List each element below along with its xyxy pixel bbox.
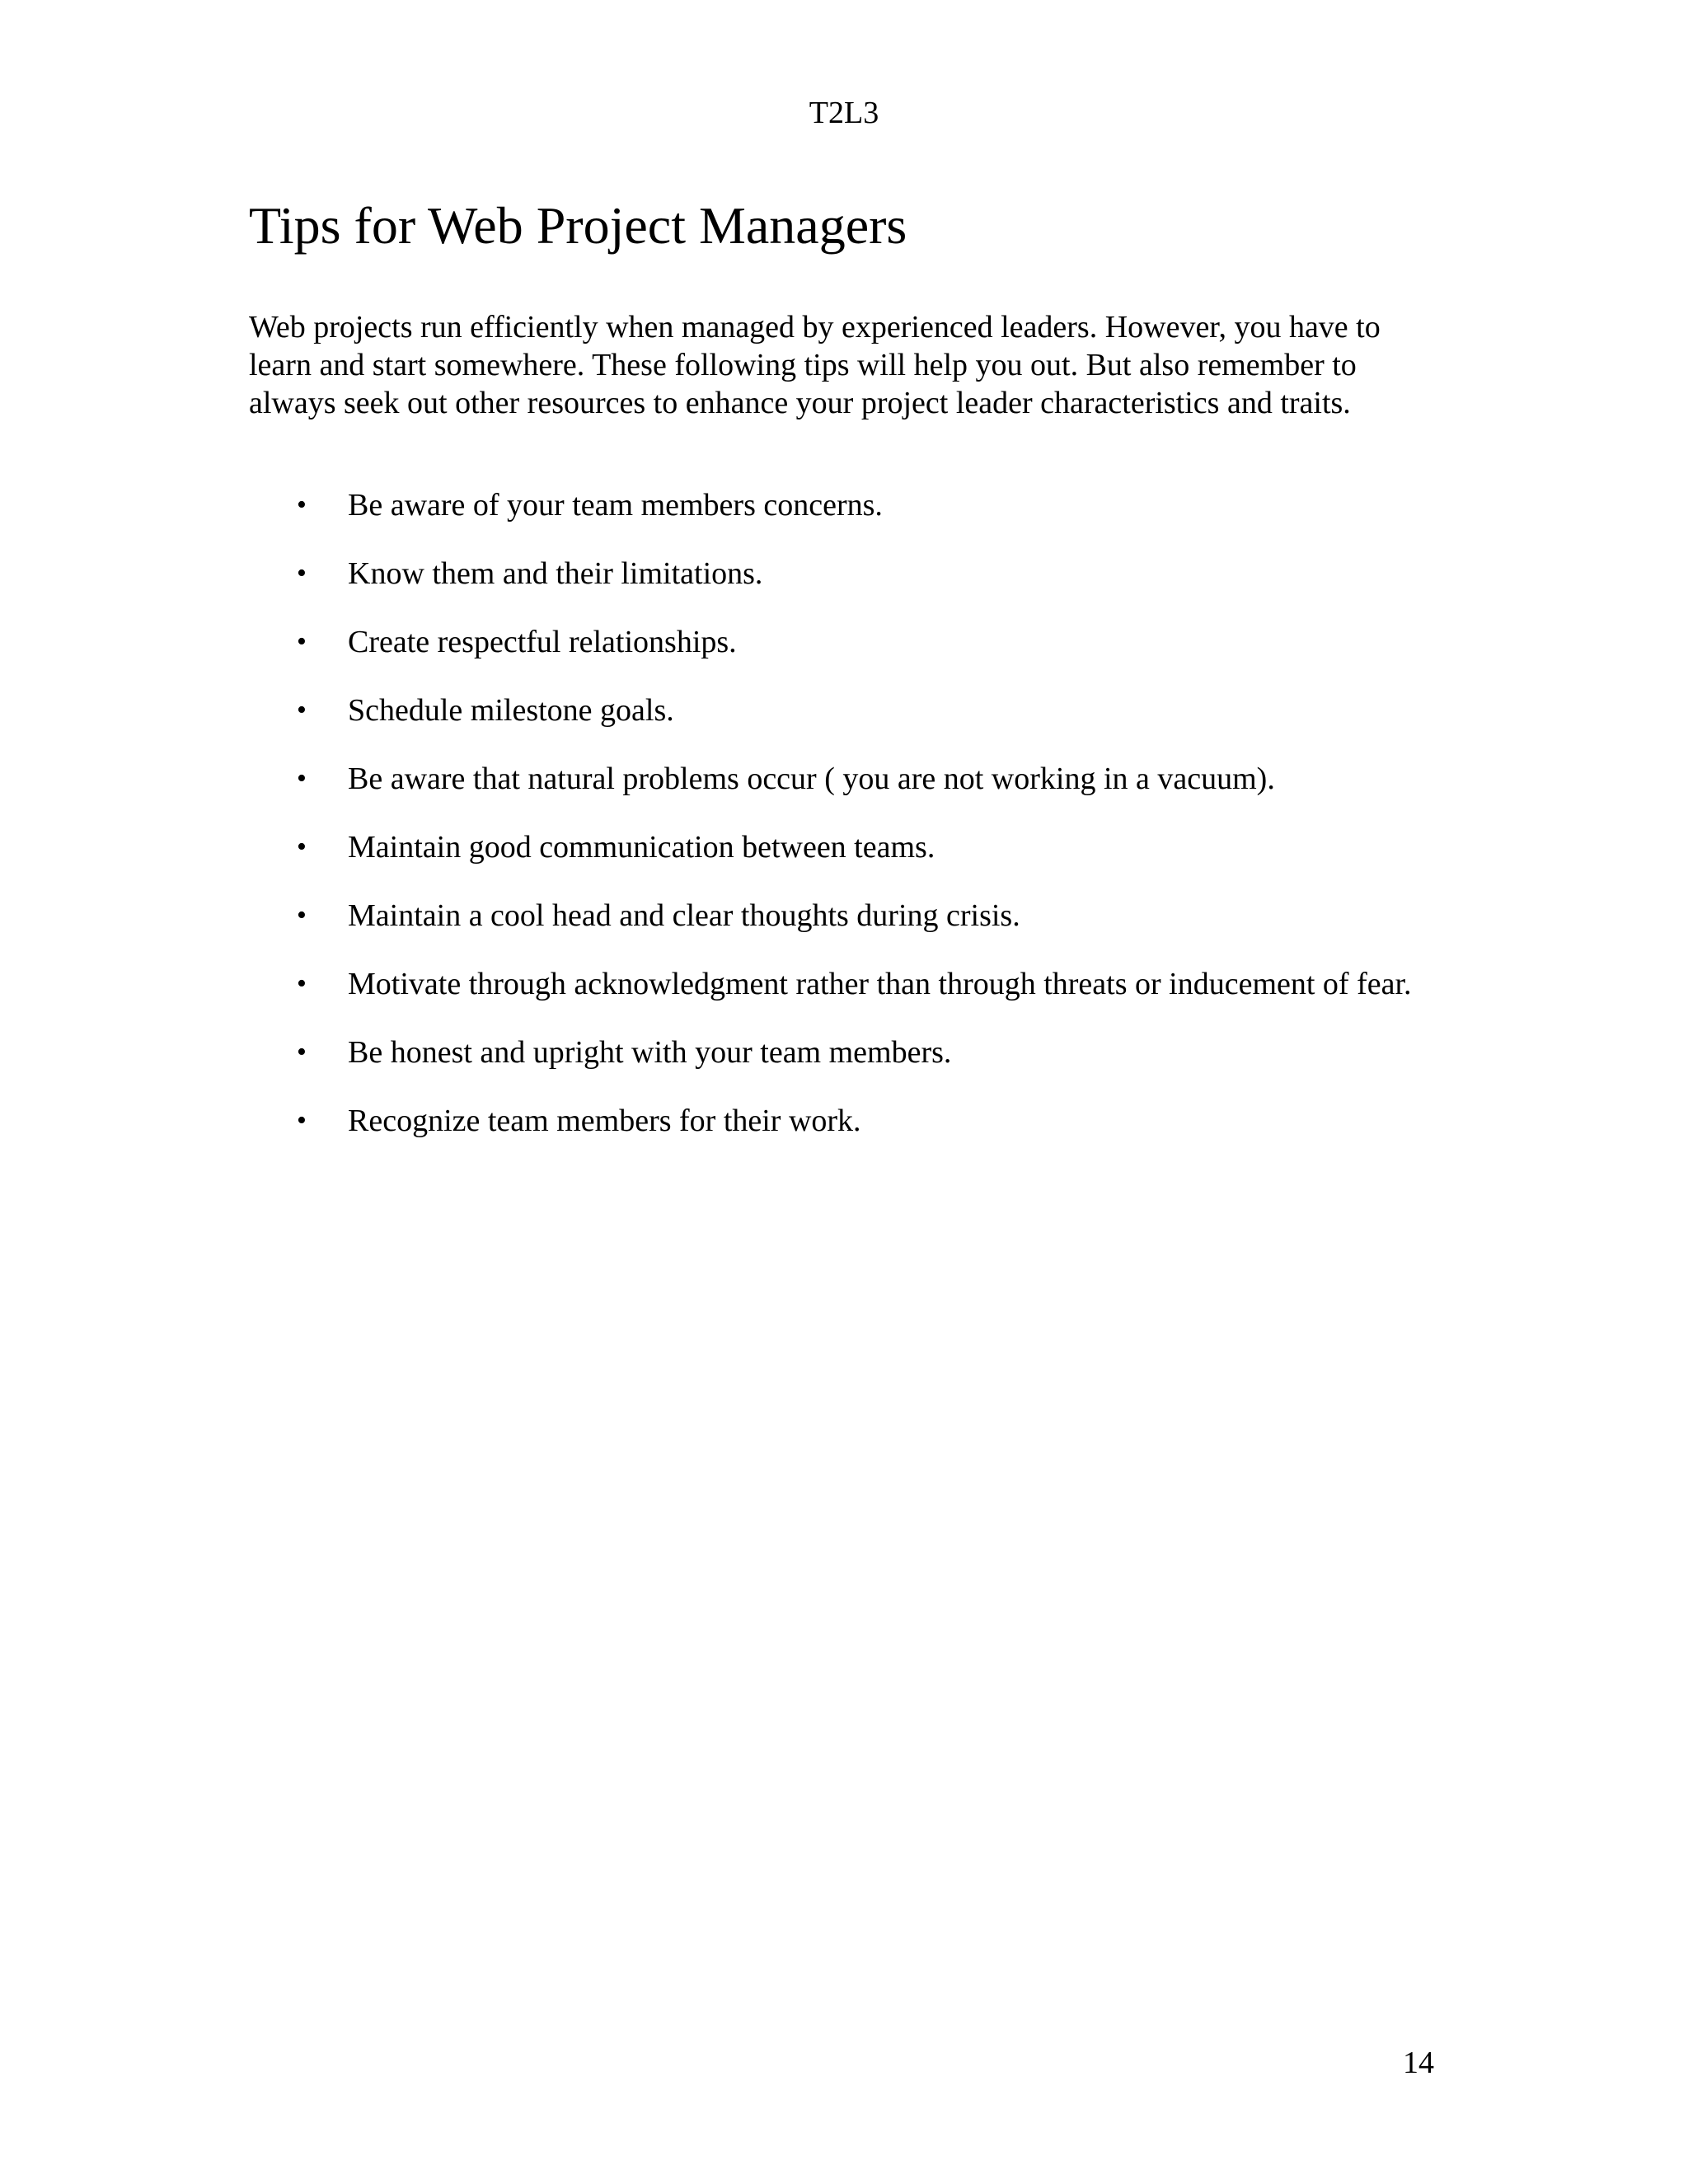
list-item [249,1033,1436,1071]
list-item [249,760,1436,798]
intro-paragraph: Web projects run efficiently when managed by experienced leaders. However, you have to learn and start somewhere. These following tips will help you out. But also remember to always seek out other resources to enhance your project leader characteristics and traits. [249,310,1381,420]
bullet-icon: • [297,1037,307,1067]
bullet-icon: • [297,490,307,520]
list-item [249,828,1436,866]
tip-text: Create respectful relationships. [348,625,737,659]
tip-text: Schedule milestone goals. [348,693,674,728]
tip-text: Maintain good communication between teams. [348,830,935,865]
tip-text: Be aware of your team members concerns. [348,488,883,523]
bullet-icon: • [297,695,307,725]
list-item [249,965,1436,1003]
tip-text: Recognize team members for their work. [348,1104,861,1138]
list-item [249,897,1436,935]
page-header-code: T2L3 [809,96,879,130]
bullet-icon: • [297,1105,307,1136]
tip-text: Motivate through acknowledgment rather than through threats or inducement of fear. [348,967,1412,1001]
list-item [249,623,1436,661]
tip-text: Be aware that natural problems occur ( you are not working in a vacuum). [348,762,1275,796]
tips-list [249,486,1436,1170]
tip-text: Maintain a cool head and clear thoughts during crisis. [348,898,1020,933]
bullet-icon: • [297,763,307,794]
bullet-icon: • [297,968,307,999]
list-item [249,1102,1436,1140]
bullet-icon: • [297,832,307,862]
tip-text: Be honest and upright with your team members. [348,1035,952,1070]
page-number: 14 [1403,2046,1434,2080]
list-item [249,555,1436,593]
bullet-icon: • [297,558,307,588]
tip-text: Know them and their limitations. [348,556,763,591]
list-item [249,691,1436,729]
page-title: Tips for Web Project Managers [249,196,907,255]
bullet-icon: • [297,900,307,930]
list-item [249,486,1436,524]
bullet-icon: • [297,626,307,657]
